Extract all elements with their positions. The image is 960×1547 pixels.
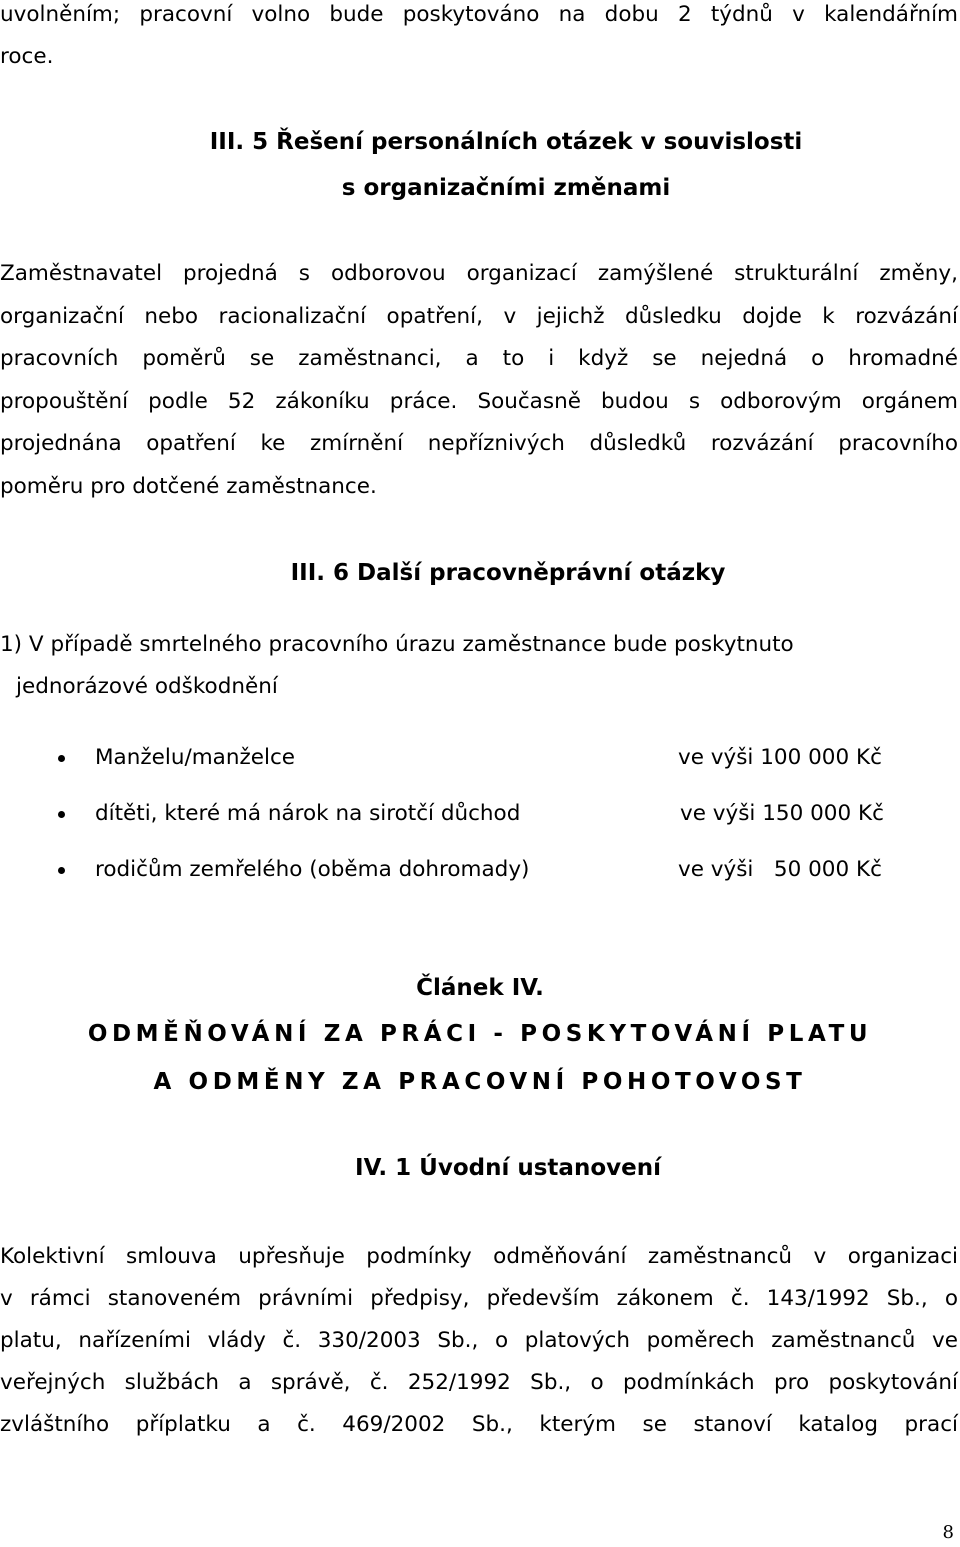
list-item [0, 742, 960, 774]
bullet-icon [58, 755, 65, 762]
list-item-label: dítěti, které má nárok na sirotčí důchod [95, 801, 521, 826]
intro-line-2: roce. [0, 44, 54, 69]
section-3-5-para-line: organizační nebo racionalizační opatření, v jejichž důsledku dojde k rozvázání [0, 304, 958, 329]
page-number: 8 [942, 1522, 954, 1543]
section-3-6-para-line-2: jednorázové odškodnění [16, 674, 278, 699]
section-3-5-para-line: projednána opatření ke zmírnění nepříznivých důsledků rozvázání pracovního [0, 431, 958, 456]
bullet-icon [58, 811, 65, 818]
section-3-6-title: III. 6 Další pracovněprávní otázky [290, 560, 726, 586]
section-3-5-para-line: propouštění podle 52 zákoníku práce. Současně budou s odborovým orgánem [0, 389, 958, 414]
list-item-amount: ve výši 150 000 Kč [680, 801, 884, 826]
list-item-label: rodičům zemřelého (oběma dohromady) [95, 857, 530, 882]
section-3-5-title-line-2: s organizačními změnami [341, 175, 671, 201]
section-4-1-para-line: veřejných službách a správě, č. 252/1992 Sb., o podmínkách pro poskytování [0, 1370, 958, 1395]
list-item-amount: ve výši 100 000 Kč [678, 745, 882, 770]
section-4-1-title: IV. 1 Úvodní ustanovení [355, 1155, 661, 1181]
list-item [0, 798, 960, 830]
section-4-1-para-line: v rámci stanoveném právními předpisy, především zákonem č. 143/1992 Sb., o [0, 1286, 958, 1311]
bullet-icon [58, 867, 65, 874]
article-4-title: Článek IV. [416, 975, 544, 1001]
section-4-1-para-line: zvláštního příplatku a č. 469/2002 Sb., kterým se stanoví katalog prací [0, 1412, 958, 1437]
intro-line-1: uvolněním; pracovní volno bude poskytováno na dobu 2 týdnů v kalendářním [0, 2, 958, 27]
article-4-subtitle-line-2: A ODMĚNY ZA PRACOVNÍ POHOTOVOST [153, 1069, 807, 1095]
section-3-5-para-line: poměru pro dotčené zaměstnance. [0, 474, 377, 499]
section-3-5-para-line: pracovních poměrů se zaměstnanci, a to i když se nejedná o hromadné [0, 346, 958, 371]
article-4-subtitle-line-1: ODMĚŇOVÁNÍ ZA PRÁCI - POSKYTOVÁNÍ PLATU [87, 1021, 873, 1047]
list-item [0, 854, 960, 886]
section-3-5-para-line: Zaměstnavatel projedná s odborovou organizací zamýšlené strukturální změny, [0, 261, 958, 286]
list-item-label: Manželu/manželce [95, 745, 295, 770]
list-item-amount: ve výši 50 000 Kč [678, 857, 882, 882]
section-3-6-para-line-1: 1) V případě smrtelného pracovního úrazu zaměstnance bude poskytnuto [0, 632, 794, 657]
section-4-1-para-line: platu, nařízeními vlády č. 330/2003 Sb., o platových poměrech zaměstnanců ve [0, 1328, 958, 1353]
section-4-1-para-line: Kolektivní smlouva upřesňuje podmínky odměňování zaměstnanců v organizaci [0, 1244, 958, 1269]
section-3-5-title-line-1: III. 5 Řešení personálních otázek v souvislosti [209, 129, 803, 155]
